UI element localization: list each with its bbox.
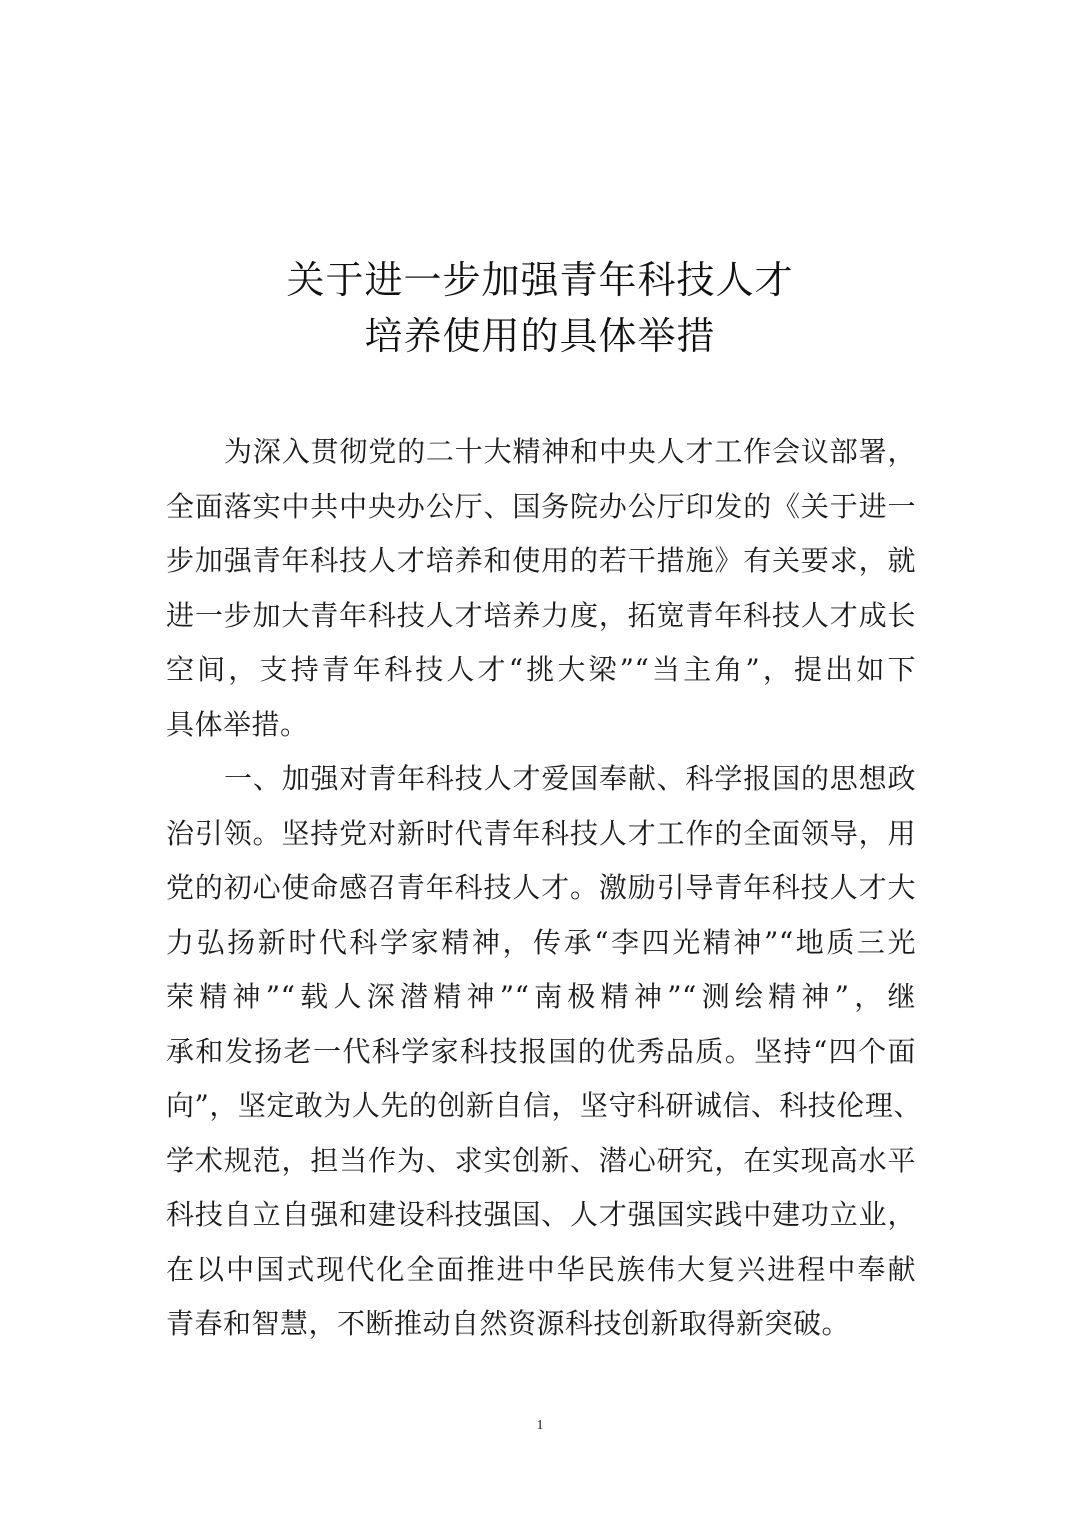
title-line: 培养使用的具体举措 [364, 314, 716, 358]
text-line: 力弘扬新时代科学家精神，传承“李四光精神”“地质三光 [166, 925, 916, 959]
text-line: 承和发扬老一代科学家科技报国的优秀品质。坚持“四个面 [166, 1034, 916, 1068]
text-line: 向”，坚定敢为人先的创新自信，坚守科研诚信、科技伦理、 [166, 1089, 922, 1122]
text-line: 空间，支持青年科技人才“挑大梁”“当主角”，提出如下 [166, 653, 916, 686]
text-line: 全面落实中共中央办公厅、国务院办公厅印发的《关于进一 [166, 489, 916, 523]
text-line: 治引领。坚持党对新时代青年科技人才工作的全面领导，用 [166, 816, 916, 850]
text-line: 步加强青年科技人才培养和使用的若干措施》有关要求，就 [166, 544, 916, 577]
title-line: 关于进一步加强青年科技人才 [286, 258, 794, 302]
text-line: 荣精神”“载人深潜精神”“南极精神”“测绘精神”，继 [166, 980, 916, 1013]
text-line: 为深入贯彻党的二十大精神和中央人才工作会议部署， [224, 435, 916, 468]
text-line: 学术规范，担当作为、求实创新、潜心研究，在实现高水平 [166, 1143, 916, 1177]
document-title [0, 252, 1080, 364]
paragraph-section-one [166, 752, 922, 1352]
page-number: 1 [536, 1418, 544, 1433]
text-line: 一、加强对青年科技人才爱国奉献、科学报国的思想政 [224, 762, 916, 795]
text-line: 具体举措。 [166, 707, 309, 741]
text-line: 进一步加大青年科技人才培养力度，拓宽青年科技人才成长 [166, 598, 916, 632]
document-body [166, 425, 922, 1352]
paragraph-intro [166, 425, 916, 752]
text-line: 党的初心使命感召青年科技人才。激励引导青年科技人才大 [166, 871, 916, 904]
text-line: 科技自立自强和建设科技强国、人才强国实践中建功立业， [166, 1198, 916, 1231]
text-line: 在以中国式现代化全面推进中华民族伟大复兴进程中奉献 [166, 1252, 916, 1286]
text-line: 青春和智慧，不断推动自然资源科技创新取得新突破。 [166, 1307, 851, 1340]
